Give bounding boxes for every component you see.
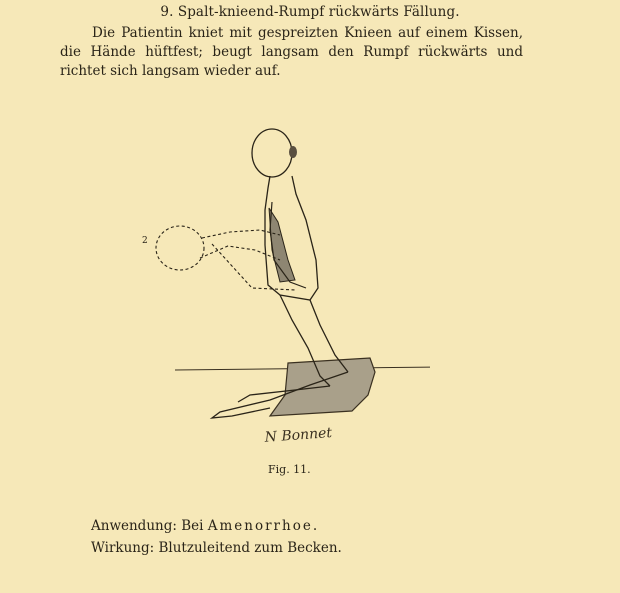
exercise-description-text: Die Patientin kniet mit gespreizten Knieen auf einem Kissen, die Hände hüftfest; beugt langsam den Rumpf rückwärts und richtet sich langsam wieder auf. xyxy=(60,25,523,79)
application-label: Anwendung: xyxy=(91,518,177,534)
figure-label-number: 2 xyxy=(142,236,148,246)
ear xyxy=(289,146,297,158)
application-note xyxy=(91,518,319,534)
exercise-heading: 9. Spalt-knieend-Rumpf rückwärts Fällung. xyxy=(160,4,460,20)
application-text: Bei xyxy=(181,518,204,534)
application-diagnosis: Amenorrhoe. xyxy=(207,518,320,534)
figure-caption: Fig. 11. xyxy=(268,463,311,476)
dashed-head xyxy=(156,226,204,270)
artist-signature: N Bonnet xyxy=(264,425,333,446)
kneeling-figure-illustration xyxy=(120,110,430,470)
exercise-description xyxy=(60,24,523,81)
effect-note xyxy=(91,540,342,556)
effect-text: Blutzuleitend zum Becken. xyxy=(158,540,342,556)
effect-label: Wirkung: xyxy=(91,540,155,556)
head xyxy=(252,129,292,177)
